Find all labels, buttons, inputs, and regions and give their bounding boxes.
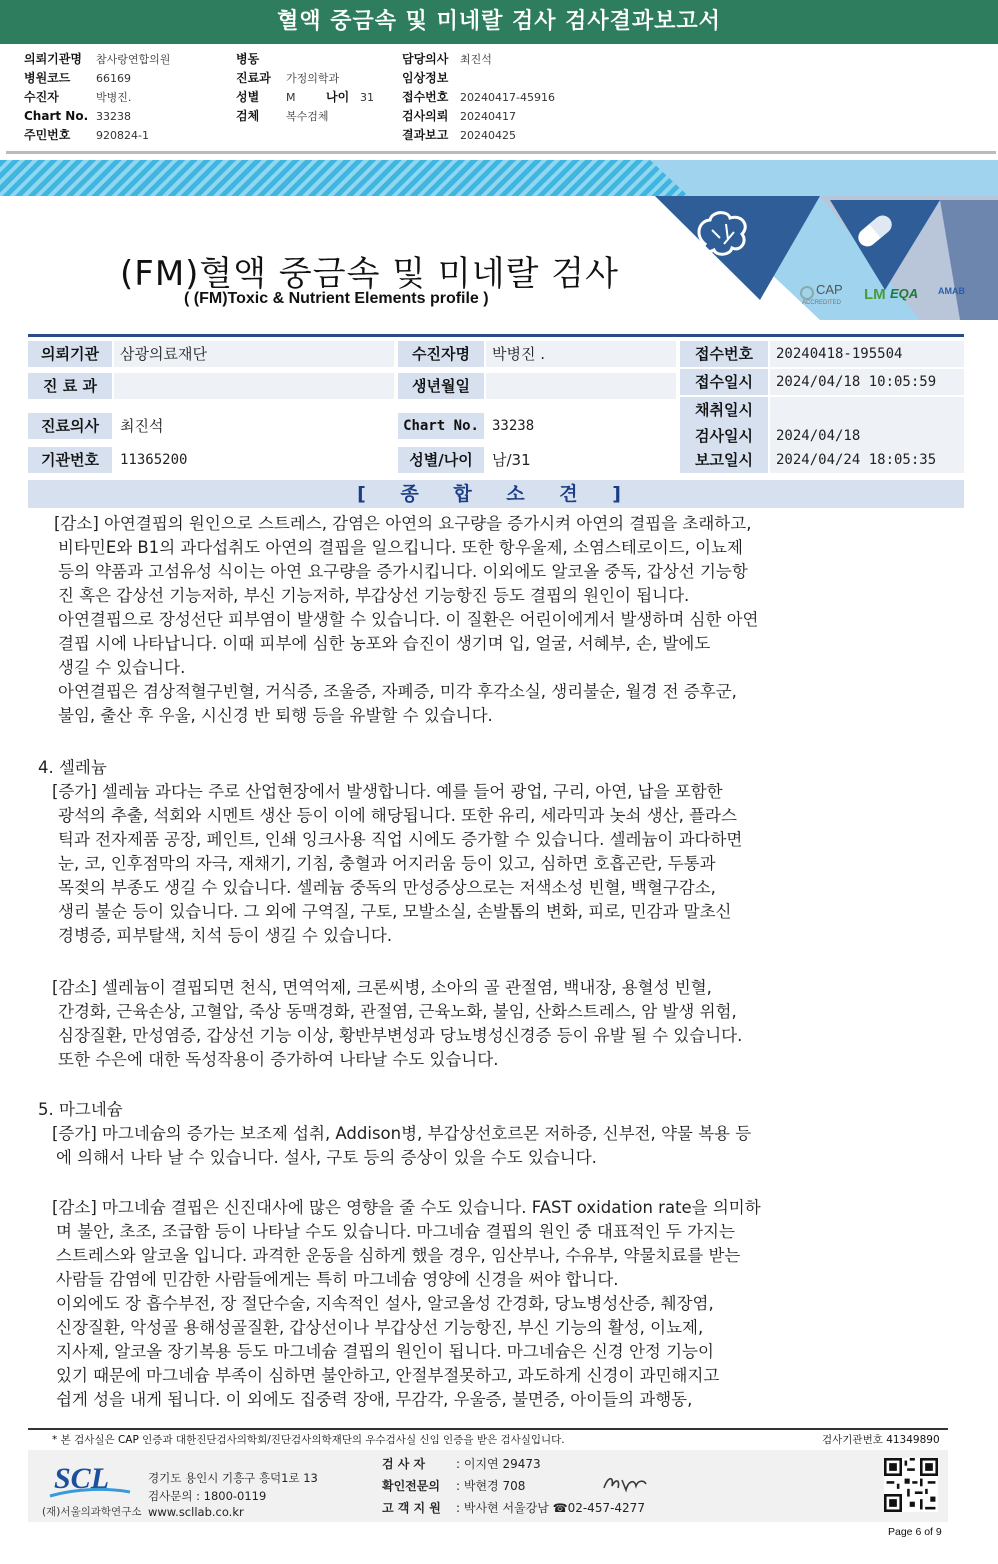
footer-address: 경기도 용인시 기흥구 흥덕1로 13 — [148, 1471, 318, 1485]
patient-label: 기관번호 — [28, 447, 112, 473]
patient-label: 수진자명 — [398, 341, 484, 367]
lm-logo: LM — [864, 286, 886, 303]
section-heading: 4. 셀레늄 — [38, 758, 107, 777]
header-value: 920824-1 — [96, 129, 149, 142]
eqa-logo: EQA — [890, 286, 919, 301]
header-value: 20240417-45916 — [460, 91, 555, 104]
patient-label: 접수일시 — [680, 369, 768, 395]
summary-heading: [ 종 합 소 견 ] — [28, 480, 964, 508]
body-line: 신장질환, 악성골 용해성골질환, 갑상선이나 부갑상선 기능항진, 부신 기능의 활성, 이뇨제, — [56, 1318, 704, 1337]
body-line: 사람들 감염에 민감한 사람들에게는 특히 마그네슘 영양에 신경을 써야 합니다. — [56, 1270, 619, 1289]
cap-logo-sub: ACCREDITED — [802, 300, 842, 306]
footer-contact: 검사문의 : 1800-0119 — [148, 1489, 267, 1503]
patient-value: 남/31 — [492, 451, 531, 469]
patient-row — [28, 447, 964, 477]
patient-label: 접수번호 — [680, 341, 768, 367]
header-label: 수진자 — [24, 90, 59, 104]
header-info — [6, 46, 996, 154]
header-value: 20240425 — [460, 129, 516, 142]
body-line: 눈, 코, 인후점막의 자극, 재채기, 기침, 충혈과 어지러움 등이 있고, 심하면 호흡곤란, 두통과 — [58, 854, 716, 873]
footer-note: * 본 검사실은 CAP 인증과 대한진단검사의학회/진단검사의학재단의 우수검사실 신임 인증을 받은 검사실입니다. — [52, 1434, 565, 1446]
body-line: [감소] 셀레늄이 결핍되면 천식, 면역억제, 크론씨병, 소아의 골 관절염, 백내장, 용혈성 빈혈, — [52, 978, 712, 997]
header-label: 의뢰기관명 — [24, 52, 82, 66]
patient-label: 채취일시 — [680, 397, 768, 423]
scl-swoosh-icon — [48, 1486, 132, 1500]
header-label: 담당의사 — [402, 52, 449, 66]
cap-logo-icon — [800, 286, 814, 300]
patient-label: 진 료 과 — [28, 373, 112, 399]
body-line: 있기 때문에 마그네슘 부족이 심하면 불안하고, 안절부절못하고, 과도하게 신경이 과민해지고 — [56, 1366, 720, 1385]
footer-divider — [28, 1428, 948, 1430]
header-label: Chart No. — [24, 109, 89, 123]
patient-value: 33238 — [492, 418, 535, 434]
patient-value: 삼광의료재단 — [114, 341, 394, 367]
body-line: [감소] 아연결핍의 원인으로 스트레스, 감염은 아연의 요구량을 증가시켜 아연의 결핍을 초래하고, — [54, 514, 752, 533]
body-line: [증가] 셀레늄 과다는 주로 산업현장에서 발생합니다. 예를 들어 광업, 구리, 아연, 납을 포함한 — [52, 782, 723, 801]
page-number: Page 6 of 9 — [888, 1526, 942, 1538]
patient-row — [28, 341, 964, 371]
body-line: 심장질환, 만성염증, 갑상선 기능 이상, 황반부변성과 당뇨병성신경증 등이 유발 될 수 있습니다. — [58, 1026, 743, 1045]
header-value: M — [286, 91, 296, 104]
patient-value: 최진석 — [120, 417, 164, 435]
age-label: 나이 — [326, 90, 350, 104]
body-line: 또한 수은에 대한 독성작용이 증가하여 나타날 수도 있습니다. — [58, 1050, 499, 1069]
body-line: 불임, 출산 후 우울, 시신경 반 퇴행 등을 유발할 수 있습니다. — [58, 706, 493, 725]
staff-value: : 박현경 708 — [456, 1479, 526, 1493]
signature-icon — [600, 1470, 650, 1498]
header-label: 병동 — [236, 52, 260, 66]
brain-icon — [690, 206, 760, 266]
body-line: 쉽게 성을 내게 됩니다. 이 외에도 집중력 장애, 무감각, 우울증, 불면증, 아이들의 과행동, — [56, 1390, 693, 1409]
header-label: 검사의뢰 — [402, 109, 449, 123]
staff-value: : 이지연 29473 — [456, 1457, 541, 1471]
header-value: 33238 — [96, 110, 131, 123]
certification-logos — [800, 282, 970, 312]
patient-label: 검사일시 — [680, 423, 768, 449]
patient-label: 생년월일 — [398, 373, 484, 399]
body-line: 이외에도 장 흡수부전, 장 절단수술, 지속적인 설사, 알코올성 간경화, 당뇨병성산증, 췌장염, — [56, 1294, 714, 1313]
patient-label: 진료의사 — [28, 413, 112, 439]
scl-logo-text: SCL — [54, 1462, 110, 1495]
staff-label: 검 사 자 — [382, 1457, 426, 1471]
body-line: [증가] 마그네슘의 증가는 보조제 섭취, Addison병, 부갑상선호르몬 저하증, 신부전, 약물 복용 등 — [52, 1124, 752, 1143]
staff-row — [382, 1477, 525, 1494]
body-line: 진 혹은 갑상선 기능저하, 부신 기능저하, 부갑상선 기능항진 등도 결핍의 원인이 됩니다. — [58, 586, 690, 605]
capsule-icon — [850, 206, 900, 256]
header-label: 접수번호 — [402, 90, 449, 104]
age-value: 31 — [360, 91, 374, 104]
body-line: 광석의 추출, 석회와 시멘트 생산 등이 이에 해당됩니다. 또한 유리, 세라믹과 놋쇠 생산, 플라스 — [58, 806, 737, 825]
header-value: 복수검체 — [286, 110, 329, 123]
body-line: 목젖의 부종도 생길 수 있습니다. 셀레늄 중독의 만성증상으로는 저색소성 빈혈, 백혈구감소, — [58, 878, 716, 897]
header-label: 성별 — [236, 90, 260, 104]
header-col-1 — [24, 50, 170, 145]
body-line: 틱과 전자제품 공장, 페인트, 인쇄 잉크사용 직업 시에도 증가할 수 있습니다. 셀레늄이 과다하면 — [58, 830, 743, 849]
body-line: 에 의해서 나타 날 수 있습니다. 설사, 구토 등의 증상이 있을 수도 있습니다. — [56, 1148, 597, 1167]
header-col-3 — [402, 50, 555, 145]
header-label: 검체 — [236, 109, 260, 123]
staff-label: 확인전문의 — [382, 1479, 440, 1493]
footer-website: www.scllab.co.kr — [148, 1505, 244, 1519]
header-label: 결과보고 — [402, 128, 449, 142]
header-label: 주민번호 — [24, 128, 71, 142]
header-value: 20240417 — [460, 110, 516, 123]
report-title: 혈액 중금속 및 미네랄 검사 검사결과보고서 — [0, 0, 998, 44]
amab-logo: AMAB — [938, 286, 965, 296]
body-line: 경병증, 피부탈색, 치석 등이 생길 수 있습니다. — [58, 926, 393, 945]
header-value: 참사랑연합의원 — [96, 53, 171, 66]
staff-label: 고 객 지 원 — [382, 1501, 441, 1515]
header-label: 진료과 — [236, 71, 271, 85]
patient-label: 성별/나이 — [398, 447, 484, 473]
scl-logo — [48, 1462, 132, 1502]
patient-value: 20240418-195504 — [770, 341, 964, 367]
header-value: 최진석 — [460, 53, 492, 66]
patient-value: 2024/04/18 — [770, 423, 964, 449]
body-line: 비타민E와 B1의 과다섭취도 아연의 결핍을 일으킵니다. 또한 항우울제, 소염스테로이드, 이뇨제 — [58, 538, 743, 557]
staff-row — [382, 1455, 541, 1472]
patient-value: 박병진 . — [486, 341, 676, 367]
footer-org-name: (재)서울의과학연구소 — [42, 1506, 142, 1518]
patient-label: 의뢰기관 — [28, 341, 112, 367]
body-line: 결핍 시에 나타납니다. 이때 피부에 심한 농포와 습진이 생기며 입, 얼굴, 서혜부, 손, 발에도 — [58, 634, 711, 653]
staff-row — [382, 1499, 645, 1516]
cap-logo-text: CAP — [816, 282, 843, 297]
body-line: 간경화, 근육손상, 고혈압, 죽상 동맥경화, 관절염, 근육노화, 불임, 산화스트레스, 암 발생 위험, — [58, 1002, 737, 1021]
header-col-2 — [236, 50, 374, 126]
patient-value: 2024/04/24 18:05:35 — [770, 447, 964, 473]
body-line: 아연결핍으로 장성선단 피부염이 발생할 수 있습니다. 이 질환은 어린이에게서 발생하며 심한 아연 — [58, 610, 759, 629]
patient-value: 11365200 — [120, 452, 188, 468]
body-line: 등의 약품과 고섬유성 식이는 아연 요구량을 증가시킵니다. 이외에도 알코올 중독, 갑상선 기능항 — [58, 562, 748, 581]
body-line: 아연결핍은 겸상적혈구빈혈, 거식증, 조울증, 자폐증, 미각 후각소실, 생리불순, 월경 전 증후군, — [58, 682, 737, 701]
body-line: 며 불안, 초조, 조급함 등이 나타날 수도 있습니다. 마그네슘 결핍의 원인 중 대표적인 두 가지는 — [56, 1222, 735, 1241]
patient-info-table — [28, 334, 964, 469]
banner-subtitle: ( (FM)Toxic & Nutrient Elements profile ) — [184, 290, 489, 307]
patient-row — [28, 413, 964, 443]
body-line: [감소] 마그네슘 결핍은 신진대사에 많은 영향을 줄 수도 있습니다. FAST oxidation rate을 의미하 — [52, 1198, 761, 1217]
body-line: 지사제, 알코올 장기복용 등도 마그네슘 결핍의 원인이 됩니다. 마그네슘은 신경 안정 기능이 — [56, 1342, 714, 1361]
header-value: 가정의학과 — [286, 72, 340, 85]
footer-org-code: 검사기관번호 41349890 — [822, 1434, 940, 1446]
header-label: 임상정보 — [402, 71, 449, 85]
body-line: 스트레스와 알코올 입니다. 과격한 운동을 심하게 했을 경우, 임산부나, 수유부, 약물치료를 받는 — [56, 1246, 741, 1265]
patient-label: Chart No. — [398, 413, 484, 439]
body-line: 생리 불순 등이 있습니다. 그 외에 구역질, 구토, 모발소실, 손발톱의 변화, 피로, 민감과 말초신 — [58, 902, 732, 921]
header-value: 박병진. — [96, 91, 132, 104]
banner-title: (FM)혈액 중금속 및 미네랄 검사 — [120, 254, 619, 294]
section-heading: 5. 마그네슘 — [38, 1100, 123, 1119]
staff-value: : 박사현 서울강남 ☎02-457-4277 — [456, 1501, 645, 1515]
patient-label: 보고일시 — [680, 447, 768, 473]
body-line: 생길 수 있습니다. — [58, 658, 186, 677]
qr-code-icon — [884, 1458, 938, 1512]
header-label: 병원코드 — [24, 71, 71, 85]
header-value: 66169 — [96, 72, 131, 85]
patient-value: 2024/04/18 10:05:59 — [770, 369, 964, 395]
